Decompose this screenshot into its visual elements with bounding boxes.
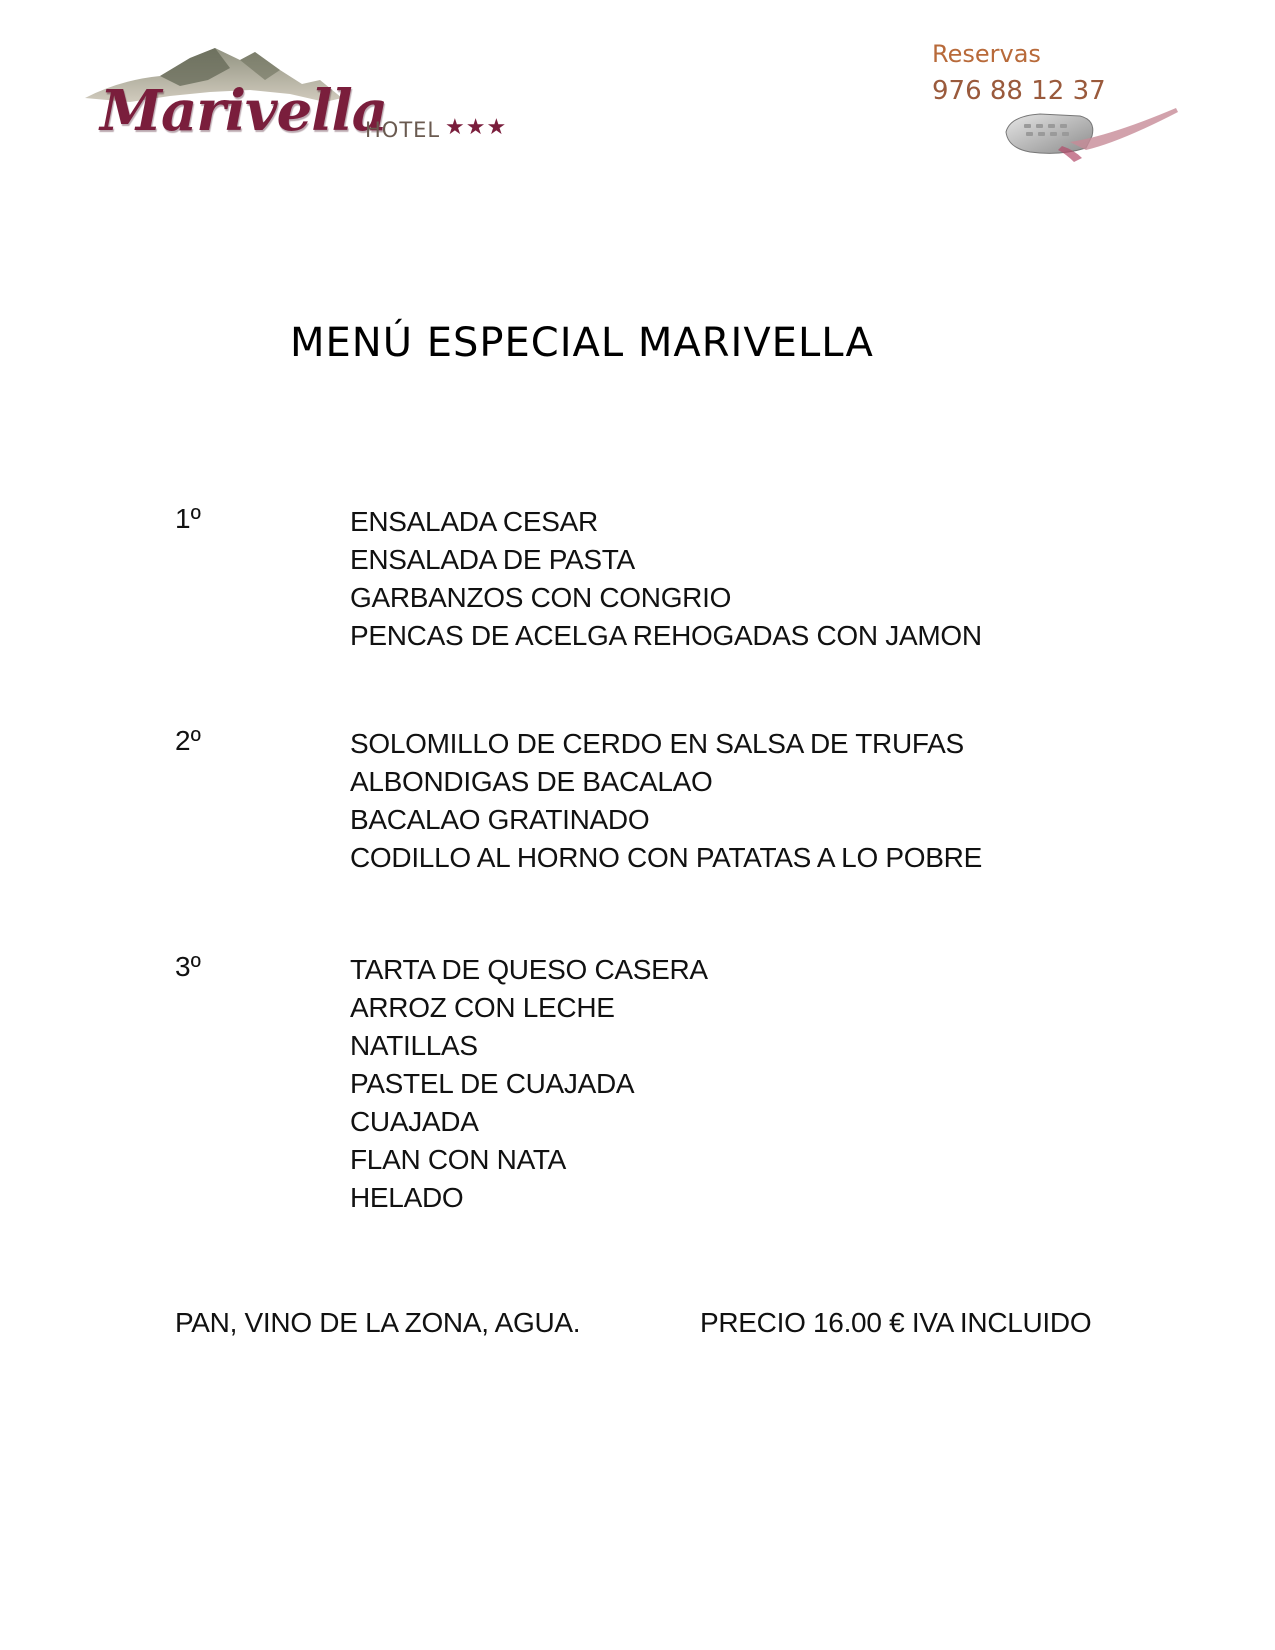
course-number: 3º	[175, 951, 201, 982]
menu-item: GARBANZOS CON CONGRIO	[350, 582, 732, 613]
menu-item: PENCAS DE ACELGA REHOGADAS CON JAMON	[350, 620, 982, 651]
course-items	[350, 951, 708, 1217]
course-items	[350, 725, 982, 877]
menu-item: TARTA DE QUESO CASERA	[350, 954, 708, 985]
hotel-logo	[80, 40, 540, 150]
menu-item: CODILLO AL HORNO CON PATATAS A LO POBRE	[350, 842, 982, 873]
logo-stars: ★★★	[445, 114, 508, 139]
menu-item: SOLOMILLO DE CERDO EN SALSA DE TRUFAS	[350, 728, 964, 759]
menu-item: HELADO	[350, 1182, 464, 1213]
menu-item: PASTEL DE CUAJADA	[350, 1068, 635, 1099]
menu-includes: PAN, VINO DE LA ZONA, AGUA.	[175, 1307, 581, 1338]
menu-item: ENSALADA DE PASTA	[350, 544, 635, 575]
reservations-label: Reservas	[932, 40, 1041, 68]
phone-icon	[1000, 102, 1180, 182]
logo-subtitle: HOTEL	[365, 118, 441, 142]
menu-item: NATILLAS	[350, 1030, 478, 1061]
menu-price: PRECIO 16.00 € IVA INCLUIDO	[700, 1307, 1092, 1338]
course-number: 1º	[175, 503, 201, 534]
menu-item: ALBONDIGAS DE BACALAO	[350, 766, 713, 797]
reservations-block	[930, 40, 1180, 180]
menu-item: FLAN CON NATA	[350, 1144, 566, 1175]
reservations-phone[interactable]: 976 88 12 37	[932, 76, 1106, 106]
course-items	[350, 503, 982, 655]
logo-wordmark: Marivella	[100, 78, 388, 144]
course-number: 2º	[175, 725, 201, 756]
menu-item: ARROZ CON LECHE	[350, 992, 615, 1023]
menu-item: BACALAO GRATINADO	[350, 804, 650, 835]
menu-title: MENÚ ESPECIAL MARIVELLA	[290, 320, 874, 366]
menu-item: CUAJADA	[350, 1106, 479, 1137]
menu-item: ENSALADA CESAR	[350, 506, 598, 537]
